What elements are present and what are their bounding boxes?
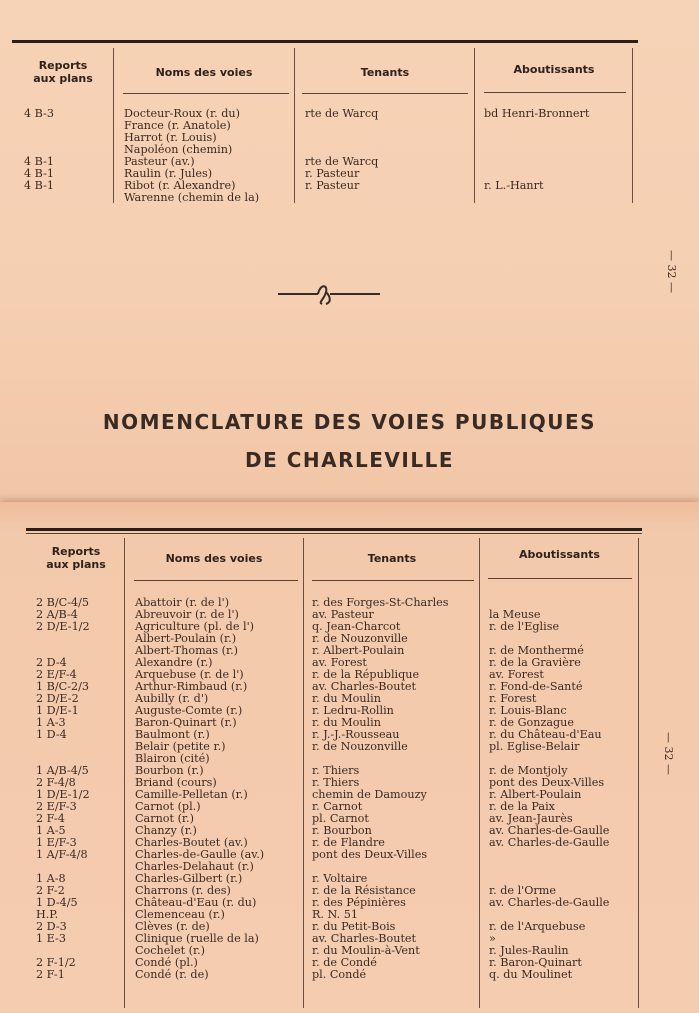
table-cell-nom: France (r. Anatole) xyxy=(124,119,231,132)
table-cell-plan: 1 A-3 xyxy=(36,716,66,729)
table-cell-nom: Belair (petite r.) xyxy=(135,740,226,753)
table-cell-nom: Auguste-Comte (r.) xyxy=(135,704,243,717)
column-divider xyxy=(479,538,480,1008)
table-cell-tenant: r. Thiers xyxy=(312,776,360,789)
table-cell-nom: Pasteur (av.) xyxy=(124,155,195,168)
table-cell-plan: 4 B-1 xyxy=(24,155,55,168)
table-cell-about: q. du Moulinet xyxy=(489,968,573,981)
table-cell-about: r. L.-Hanrt xyxy=(484,179,544,192)
table-cell-plan: 1 D/E-1 xyxy=(36,704,79,717)
table-cell-plan: 2 F-1 xyxy=(36,968,65,981)
page-number-faded: — 32 — xyxy=(662,732,675,775)
bottom-page xyxy=(0,502,699,1013)
header-underline xyxy=(484,92,626,93)
table-cell-about: r. Fond-de-Santé xyxy=(489,680,583,693)
table-cell-tenant: r. Pasteur xyxy=(305,167,360,180)
table-cell-about xyxy=(484,132,589,144)
table-cell-plan: 1 E/F-3 xyxy=(36,836,77,849)
table-cell-about: r. Albert-Poulain xyxy=(489,788,582,801)
table-cell-tenant: r. J.-J.-Rousseau xyxy=(312,728,400,741)
table-cell-about: r. de la Paix xyxy=(489,800,555,813)
table-cell-about: av. Jean-Jaurès xyxy=(489,812,573,825)
table-cell-plan: 2 F-2 xyxy=(36,884,65,897)
table-cell-tenant: r. Albert-Poulain xyxy=(312,644,405,657)
column-divider xyxy=(474,48,475,203)
header-underline xyxy=(488,578,632,579)
table-cell-nom: Agriculture (pl. de l') xyxy=(135,620,255,633)
table-cell-nom: Bourbon (r.) xyxy=(135,764,204,777)
table-cell-plan: H.P. xyxy=(36,908,59,921)
table-cell-nom: Alexandre (r.) xyxy=(135,656,213,669)
table-cell-plan: 2 D/E-2 xyxy=(36,692,79,705)
plan-column xyxy=(36,597,90,981)
table-cell-nom: Clemenceau (r.) xyxy=(135,908,225,921)
noms-column xyxy=(124,108,259,204)
table-cell-tenant: r. Carnot xyxy=(312,800,363,813)
table-cell-about: r. de Gonzague xyxy=(489,716,574,729)
table-cell-plan: 1 D-4 xyxy=(36,728,67,741)
table-cell-tenant: av. Pasteur xyxy=(312,608,374,621)
table-cell-nom: Harrot (r. Louis) xyxy=(124,131,217,144)
table-cell-about: r. de Monthermé xyxy=(489,644,584,657)
table-cell-tenant: r. du Moulin-à-Vent xyxy=(312,944,420,957)
table-cell-tenant: av. Charles-Boutet xyxy=(312,680,417,693)
header-underline xyxy=(312,580,474,581)
header-noms: Noms des voies xyxy=(155,66,253,79)
table-cell-tenant: av. Charles-Boutet xyxy=(312,932,417,945)
table-cell-about: bd Henri-Bronnert xyxy=(484,107,590,120)
table-cell-tenant: r. Voltaire xyxy=(312,872,368,885)
table-cell-plan: 1 A/B-4/5 xyxy=(36,764,89,777)
table-cell-plan: 1 D-4/5 xyxy=(36,896,78,909)
aboutissants-column xyxy=(489,597,609,981)
table-cell-about: r. de l'Orme xyxy=(489,884,556,897)
top-page xyxy=(0,0,699,502)
table-cell-tenant: r. de la Résistance xyxy=(312,884,416,897)
table-cell-nom: Warenne (chemin de la) xyxy=(124,191,260,204)
table-cell-nom: Charles-de-Gaulle (av.) xyxy=(135,848,265,861)
aboutissants-column xyxy=(484,108,589,204)
table-cell-plan: 4 B-1 xyxy=(24,167,55,180)
table-cell-plan: 4 B-3 xyxy=(24,107,55,120)
top-table-rule xyxy=(12,40,638,43)
table-cell-tenant: r. de Flandre xyxy=(312,836,385,849)
table-cell-nom: Condé (r. de) xyxy=(135,968,209,981)
table-cell-nom: Cochelet (r.) xyxy=(135,944,206,957)
table-cell-plan xyxy=(36,741,90,753)
table-cell-tenant: r. des Forges-St-Charles xyxy=(312,596,449,609)
table-cell-tenant: r. de la République xyxy=(312,668,420,681)
table-cell-plan: 1 A-5 xyxy=(36,824,66,837)
table-cell-nom: Blairon (cité) xyxy=(135,752,210,765)
table-cell-nom: Château-d'Eau (r. du) xyxy=(135,896,257,909)
table-cell-tenant: R. N. 51 xyxy=(312,908,358,921)
table-cell-nom: Baron-Quinart (r.) xyxy=(135,716,237,729)
table-cell-nom: Clinique (ruelle de la) xyxy=(135,932,259,945)
table-cell-plan: 1 E-3 xyxy=(36,932,66,945)
column-divider xyxy=(638,538,639,1008)
column-divider xyxy=(124,538,125,1008)
table-cell-about xyxy=(484,156,589,168)
table-cell-tenant: r. du Moulin xyxy=(312,716,381,729)
table-cell-nom: Ribot (r. Alexandre) xyxy=(124,179,236,192)
table-cell-about: pl. Eglise-Belair xyxy=(489,740,580,753)
table-cell-plan: 2 B/C-4/5 xyxy=(36,596,90,609)
noms-column xyxy=(135,597,264,981)
table-cell-tenant xyxy=(305,132,378,144)
table-cell-plan: 4 B-1 xyxy=(24,179,55,192)
table-cell-about: » xyxy=(489,932,496,945)
table-cell-tenant: rte de Warcq xyxy=(305,107,379,120)
table-cell-plan xyxy=(24,132,54,144)
table-cell-nom: Charles-Delahaut (r.) xyxy=(135,860,254,873)
bottom-table-rule-thin xyxy=(26,533,642,534)
table-cell-tenant: r. de Nouzonville xyxy=(312,740,408,753)
table-cell-nom: Clèves (r. de) xyxy=(135,920,210,933)
table-cell-plan: 2 E/F-3 xyxy=(36,800,77,813)
table-cell-about: pont des Deux-Villes xyxy=(489,776,605,789)
table-cell-about: av. Charles-de-Gaulle xyxy=(489,836,610,849)
table-cell-tenant: r. du Petit-Bois xyxy=(312,920,396,933)
table-cell-nom: Condé (pl.) xyxy=(135,956,198,969)
table-cell-tenant: r. Bourbon xyxy=(312,824,372,837)
page-title-line1: NOMENCLATURE DES VOIES PUBLIQUES xyxy=(102,410,597,434)
table-cell-tenant: r. Pasteur xyxy=(305,179,360,192)
table-cell-plan: 2 A/B-4 xyxy=(36,608,78,621)
table-cell-nom: Albert-Thomas (r.) xyxy=(135,644,239,657)
header-reports-line1: Reports xyxy=(51,545,101,558)
table-cell-plan: 2 E/F-4 xyxy=(36,668,77,681)
table-cell-tenant: r. de Condé xyxy=(312,956,377,969)
column-divider xyxy=(113,48,114,203)
table-cell-nom: Charrons (r. des) xyxy=(135,884,231,897)
table-cell-tenant: pl. Carnot xyxy=(312,812,369,825)
table-cell-about xyxy=(484,192,589,204)
table-cell-tenant: r. Ledru-Rollin xyxy=(312,704,394,717)
table-cell-tenant: r. des Pépinières xyxy=(312,896,406,909)
table-cell-plan: 1 A/F-4/8 xyxy=(36,848,88,861)
page-title-line2: DE CHARLEVILLE xyxy=(245,448,454,472)
table-cell-plan xyxy=(36,633,90,645)
table-cell-nom: Arthur-Rimbaud (r.) xyxy=(135,680,248,693)
tenants-column xyxy=(312,597,449,981)
header-underline xyxy=(134,580,298,581)
table-cell-tenant: pl. Condé xyxy=(312,968,367,981)
table-cell-plan: 2 D-4 xyxy=(36,656,67,669)
table-cell-about: r. Louis-Blanc xyxy=(489,704,567,717)
header-reports xyxy=(30,545,122,571)
table-cell-about: r. de l'Arquebuse xyxy=(489,920,586,933)
table-cell-about: la Meuse xyxy=(489,608,541,621)
table-cell-tenant: q. Jean-Charcot xyxy=(312,620,401,633)
table-cell-about: av. Forest xyxy=(489,668,544,681)
table-cell-about: r. de la Gravière xyxy=(489,656,581,669)
page-number: — 32 — xyxy=(665,250,678,293)
header-reports xyxy=(18,59,108,85)
header-reports-line1: Reports xyxy=(38,59,88,72)
table-cell-nom: Docteur-Roux (r. du) xyxy=(124,107,240,120)
table-cell-nom: Raulin (r. Jules) xyxy=(124,167,213,180)
column-divider xyxy=(294,48,295,203)
table-cell-nom: Arquebuse (r. de l') xyxy=(135,668,244,681)
table-cell-nom: Carnot (pl.) xyxy=(135,800,201,813)
table-cell-tenant: av. Forest xyxy=(312,656,367,669)
tenants-column xyxy=(305,108,378,204)
fleuron-ornament-icon xyxy=(274,280,384,306)
table-cell-nom: Abattoir (r. de l') xyxy=(135,596,230,609)
header-aboutissants: Aboutissants xyxy=(519,548,600,561)
table-cell-nom: Baulmont (r.) xyxy=(135,728,210,741)
table-cell-nom: Charles-Boutet (av.) xyxy=(135,836,248,849)
bottom-table-rule xyxy=(26,528,642,531)
plan-column xyxy=(24,108,54,204)
table-cell-about: r. Baron-Quinart xyxy=(489,956,582,969)
header-reports-line2: aux plans xyxy=(46,558,106,571)
table-cell-tenant: r. du Moulin xyxy=(312,692,381,705)
table-cell-nom: Briand (cours) xyxy=(135,776,217,789)
table-cell-plan: 1 B/C-2/3 xyxy=(36,680,90,693)
table-cell-plan xyxy=(24,120,54,132)
table-cell-plan: 1 A-8 xyxy=(36,872,66,885)
table-cell-about: av. Charles-de-Gaulle xyxy=(489,824,610,837)
table-cell-tenant xyxy=(305,192,378,204)
table-cell-plan: 2 F-4 xyxy=(36,812,65,825)
table-cell-nom: Charles-Gilbert (r.) xyxy=(135,872,243,885)
table-cell-nom: Napoléon (chemin) xyxy=(124,143,233,156)
table-cell-plan: 2 D/E-1/2 xyxy=(36,620,90,633)
table-cell-nom: Aubilly (r. d') xyxy=(135,692,209,705)
table-cell-tenant: rte de Warcq xyxy=(305,155,379,168)
table-cell-nom: Carnot (r.) xyxy=(135,812,194,825)
table-cell-about xyxy=(484,144,589,156)
table-cell-about xyxy=(489,849,609,861)
table-cell-nom: Abreuvoir (r. de l') xyxy=(135,608,239,621)
header-tenants: Tenants xyxy=(367,552,417,565)
table-cell-plan: 1 D/E-1/2 xyxy=(36,788,90,801)
header-underline xyxy=(302,93,468,94)
table-cell-about: av. Charles-de-Gaulle xyxy=(489,896,610,909)
table-cell-tenant: chemin de Damouzy xyxy=(312,788,427,801)
table-cell-about: r. de Montjoly xyxy=(489,764,568,777)
header-underline xyxy=(123,93,289,94)
table-cell-about: r. du Château-d'Eau xyxy=(489,728,602,741)
table-cell-nom: Chanzy (r.) xyxy=(135,824,197,837)
table-cell-tenant xyxy=(305,120,378,132)
column-divider xyxy=(303,538,304,1008)
header-aboutissants: Aboutissants xyxy=(513,63,595,76)
table-cell-tenant: r. Thiers xyxy=(312,764,360,777)
table-cell-plan: 2 F-4/8 xyxy=(36,776,76,789)
table-cell-tenant: pont des Deux-Villes xyxy=(312,848,428,861)
table-cell-nom: Albert-Poulain (r.) xyxy=(135,632,237,645)
header-reports-line2: aux plans xyxy=(33,72,93,85)
table-cell-plan xyxy=(24,192,54,204)
table-cell-about xyxy=(484,120,589,132)
table-cell-about: r. Jules-Raulin xyxy=(489,944,569,957)
column-divider xyxy=(632,48,633,203)
table-cell-nom: Camille-Pelletan (r.) xyxy=(135,788,248,801)
table-cell-about: r. Forest xyxy=(489,692,537,705)
table-cell-plan: 2 D-3 xyxy=(36,920,67,933)
header-tenants: Tenants xyxy=(360,66,410,79)
header-noms: Noms des voies xyxy=(165,552,263,565)
table-cell-tenant: r. de Nouzonville xyxy=(312,632,408,645)
table-cell-about: r. de l'Eglise xyxy=(489,620,560,633)
table-cell-plan: 2 F-1/2 xyxy=(36,956,76,969)
table-cell-about xyxy=(489,861,609,873)
